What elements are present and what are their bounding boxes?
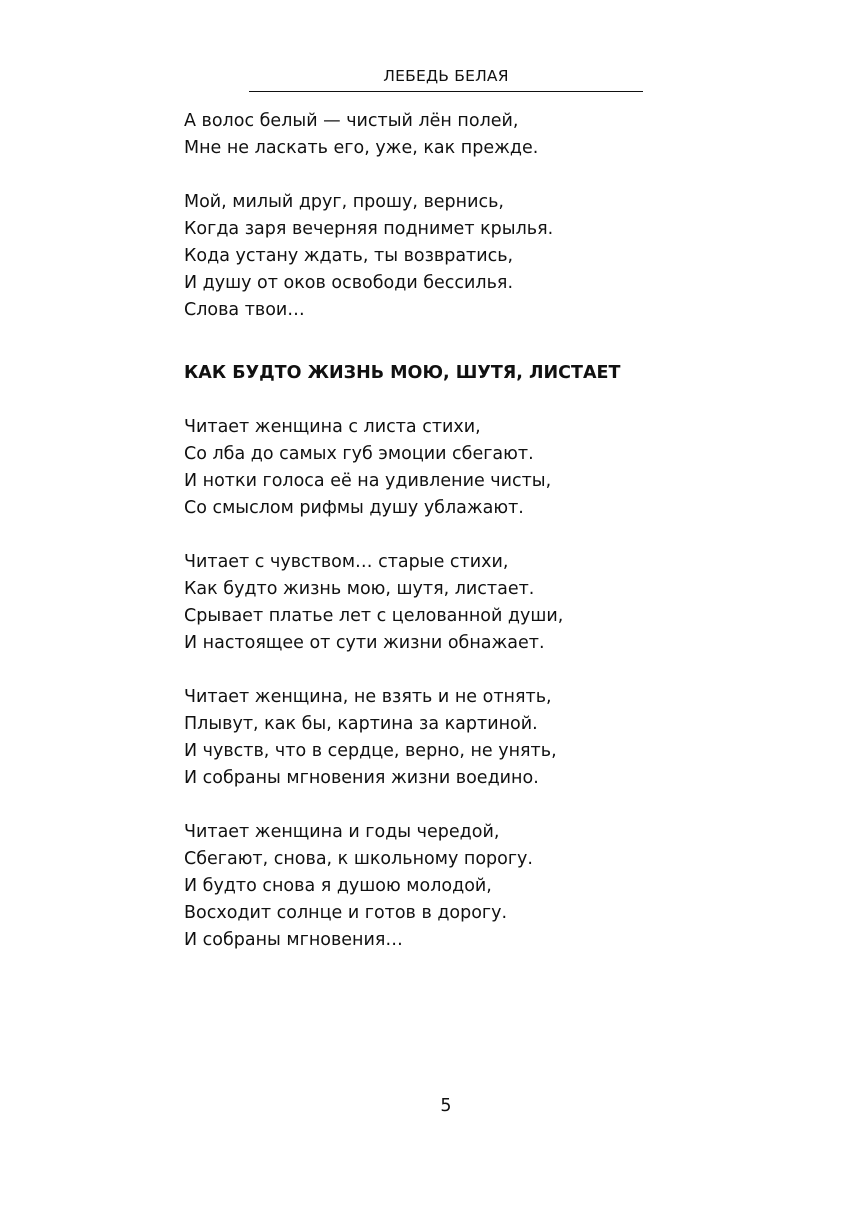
- verse-line: Плывут, как бы, картина за картиной.: [184, 714, 538, 734]
- verse-line: Как будто жизнь мою, шутя, листает.: [184, 579, 535, 599]
- verse-line: Когда заря вечерняя поднимет крылья.: [184, 219, 554, 239]
- stanza: [184, 549, 704, 657]
- verse-line: Мне не ласкать его, уже, как прежде.: [184, 138, 539, 158]
- verse-line: Читает женщина с листа стихи,: [184, 417, 481, 437]
- stanza: [184, 684, 704, 792]
- stanza: [184, 819, 704, 954]
- verse-line: Слова твои…: [184, 300, 305, 320]
- stanza: [184, 108, 704, 162]
- stanza: [184, 414, 704, 522]
- verse-line: И собраны мгновения жизни воедино.: [184, 768, 539, 788]
- verse-line: Со лба до самых губ эмоции сбегают.: [184, 444, 534, 464]
- verse-line: Со смыслом рифмы душу ублажают.: [184, 498, 524, 518]
- verse-line: Читает с чувством… старые стихи,: [184, 552, 509, 572]
- verse-line: И будто снова я душою молодой,: [184, 876, 492, 896]
- verse-line: И собраны мгновения…: [184, 930, 403, 950]
- running-header: ЛЕБЕДЬ БЕЛАЯ: [249, 64, 643, 92]
- verse-line: Читает женщина, не взять и не отнять,: [184, 687, 552, 707]
- verse-line: И чувств, что в сердце, верно, не унять,: [184, 741, 557, 761]
- verse-line: Читает женщина и годы чередой,: [184, 822, 500, 842]
- poem: [184, 414, 704, 954]
- verse-line: Мой, милый друг, прошу, вернись,: [184, 192, 504, 212]
- continued-poem: [184, 108, 704, 324]
- verse-line: Кода устану ждать, ты возвратись,: [184, 246, 514, 266]
- verse-line: Срывает платье лет с целованной души,: [184, 606, 564, 626]
- stanza: [184, 189, 704, 324]
- verse-line: Сбегают, снова, к школьному порогу.: [184, 849, 533, 869]
- verse-line: А волос белый — чистый лён полей,: [184, 111, 519, 131]
- verse-line: И нотки голоса её на удивление чисты,: [184, 471, 552, 491]
- page-number: 5: [440, 1096, 452, 1116]
- poem-title: КАК БУДТО ЖИЗНЬ МОЮ, ШУТЯ, ЛИСТАЕТ: [184, 363, 621, 383]
- verse-line: И настоящее от сути жизни обнажает.: [184, 633, 545, 653]
- verse-line: И душу от оков освободи бессилья.: [184, 273, 514, 293]
- verse-line: Восходит солнце и готов в дорогу.: [184, 903, 508, 923]
- page-body: [184, 108, 704, 954]
